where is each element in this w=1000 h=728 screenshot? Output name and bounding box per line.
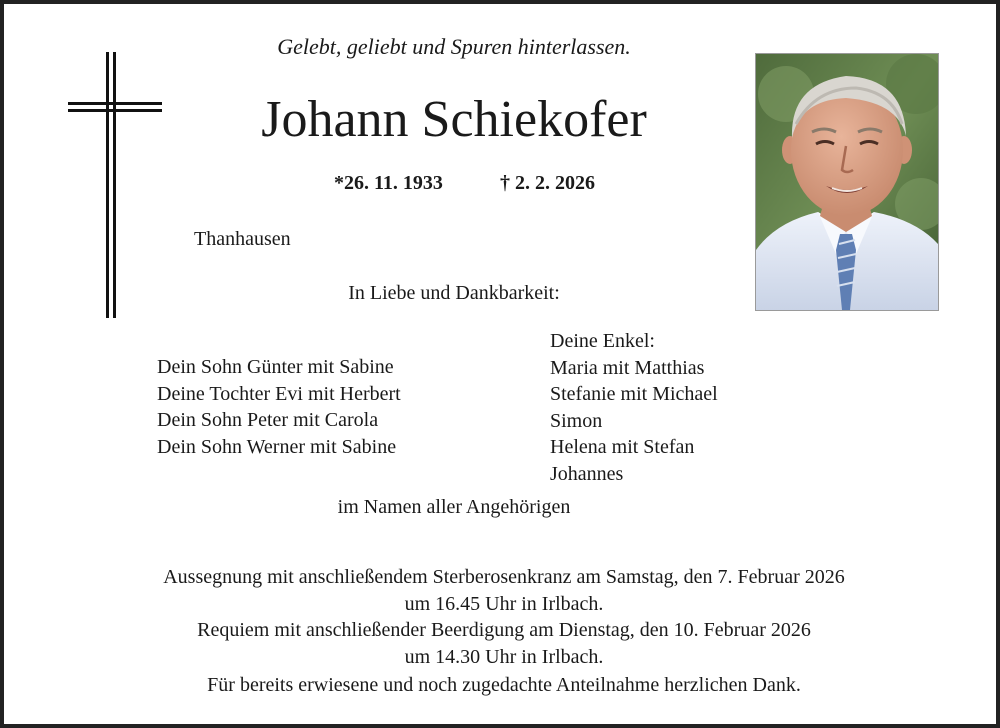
service-line: um 16.45 Uhr in Irlbach. [404,592,604,615]
family-member: Dein Sohn Werner mit Sabine [157,435,397,458]
cross-icon [68,52,162,318]
deceased-name: Johann Schiekofer [261,91,647,148]
motto: Gelebt, geliebt und Spuren hinterlassen. [277,34,631,59]
family-list [157,354,401,460]
grandchild: Simon [550,409,603,432]
portrait-photo [755,53,939,311]
service-line: Requiem mit anschließender Beerdigung am Dienstag, den 10. Februar 2026 [197,619,811,641]
death-date: † 2. 2. 2026 [500,172,595,194]
grandchildren-heading: Deine Enkel: [550,330,655,352]
service-details [44,564,964,670]
grandchild: Stefanie mit Michael [550,383,718,405]
service-line: Aussegnung mit anschließendem Sterberosenkranz am Samstag, den 7. Februar 2026 [163,566,845,588]
thanks-line: In Liebe und Dankbarkeit: [348,282,560,304]
closing-line: Für bereits erwiesene und noch zugedachte Anteilnahme herzlichen Dank. [207,674,801,696]
birth-date: *26. 11. 1933 [334,172,443,194]
family-member: Dein Sohn Peter mit Carola [157,409,379,431]
relatives-line: im Namen aller Angehörigen [337,496,571,518]
grandchild: Johannes [550,462,624,485]
grandchild: Maria mit Matthias [550,356,705,379]
grandchildren-list [550,328,718,487]
family-member: Deine Tochter Evi mit Herbert [157,382,401,405]
grandchild: Helena mit Stefan [550,436,695,458]
hometown: Thanhausen [194,228,291,250]
service-line: um 14.30 Uhr in Irlbach. [404,645,604,668]
family-member: Dein Sohn Günter mit Sabine [157,356,394,378]
